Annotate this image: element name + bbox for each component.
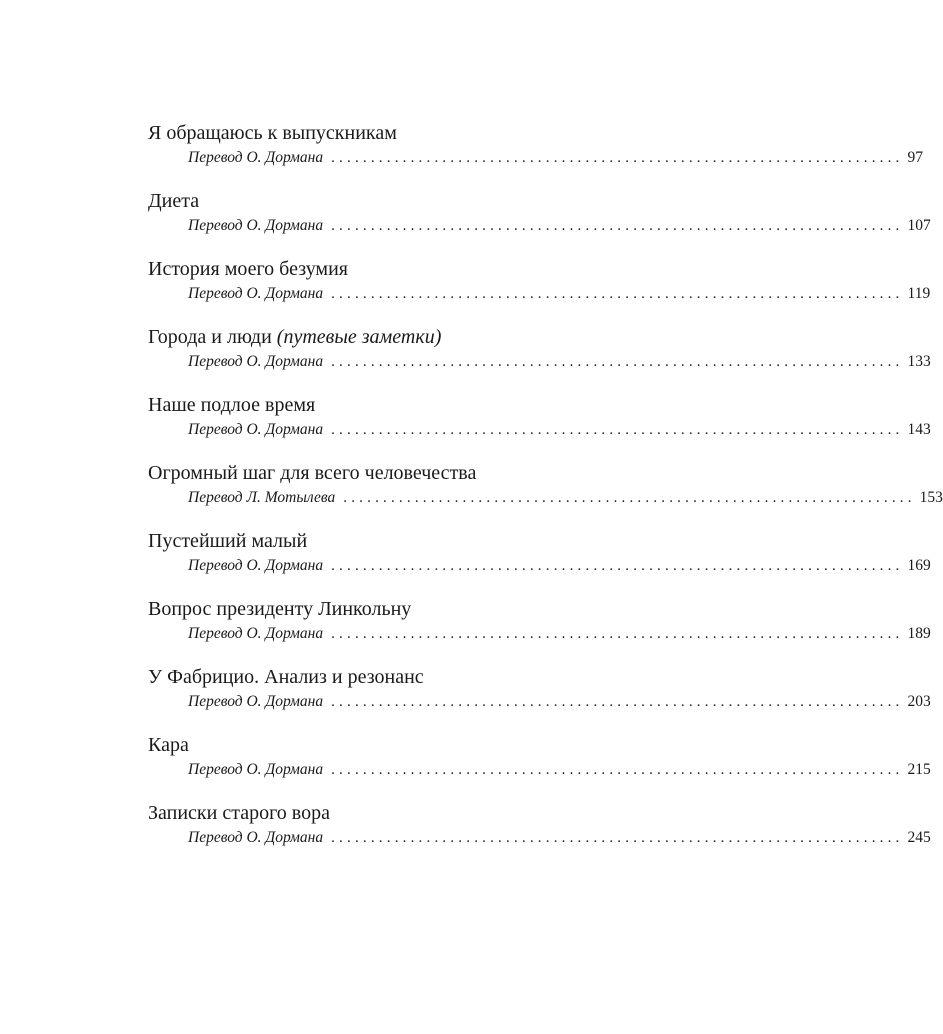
- entry-title-text: Вопрос президенту Линкольну: [148, 598, 412, 620]
- toc-entry: [148, 459, 943, 527]
- entry-title-text: Наше подлое время: [148, 394, 316, 416]
- entry-translator-line: [188, 487, 943, 509]
- entry-translator-line: [188, 827, 931, 849]
- dot-leader: ........................................................................: [331, 626, 904, 642]
- toc-entry: [148, 799, 931, 867]
- page-number: 245: [907, 829, 931, 846]
- entry-title-text: История моего безумия: [148, 258, 348, 280]
- entry-translator-line: [188, 555, 931, 577]
- translator-credit: Перевод О. Дормана: [188, 353, 324, 370]
- entry-title: [148, 255, 618, 283]
- toc-entry: [148, 391, 931, 459]
- page-number: 203: [907, 693, 931, 710]
- entry-translator-line: [188, 419, 931, 441]
- dot-leader: ........................................................................: [331, 354, 904, 370]
- entry-title: [148, 731, 618, 759]
- translator-credit: Перевод О. Дормана: [188, 693, 324, 710]
- entry-title: [148, 119, 618, 147]
- page-number: 133: [907, 353, 931, 370]
- toc-entry: [148, 255, 931, 323]
- dot-leader: ........................................................................: [331, 218, 904, 234]
- entry-title-text: У Фабрицио. Анализ и резонанс: [148, 666, 424, 688]
- translator-credit: Перевод О. Дормана: [188, 761, 324, 778]
- translator-credit: Перевод О. Дормана: [188, 217, 324, 234]
- entry-title: [148, 799, 618, 827]
- entry-title: [148, 323, 618, 351]
- page-number: 215: [907, 761, 931, 778]
- page-number: 169: [907, 557, 931, 574]
- toc-entry: [148, 663, 931, 731]
- entry-title-text: Города и люди: [148, 326, 277, 348]
- entry-translator-line: [188, 283, 931, 305]
- entry-title-text: Огромный шаг для всего человечества: [148, 462, 477, 484]
- translator-credit: Перевод О. Дормана: [188, 625, 324, 642]
- entry-translator-line: [188, 623, 931, 645]
- entry-translator-line: [188, 215, 931, 237]
- dot-leader: ........................................................................: [331, 830, 904, 846]
- translator-credit: Перевод О. Дормана: [188, 557, 324, 574]
- translator-credit: Перевод Л. Мотылева: [188, 489, 336, 506]
- page-number: 107: [907, 217, 931, 234]
- dot-leader: ........................................................................: [331, 286, 904, 302]
- page-number: 97: [907, 149, 924, 166]
- entry-title-text: Я обращаюсь к выпускникам: [148, 122, 397, 144]
- translator-credit: Перевод О. Дормана: [188, 829, 324, 846]
- page-number: 119: [907, 285, 931, 302]
- toc-entry: [148, 119, 924, 187]
- entry-translator-line: [188, 759, 931, 781]
- translator-credit: Перевод О. Дормана: [188, 149, 324, 166]
- entry-title: [148, 663, 618, 691]
- entry-title: [148, 527, 618, 555]
- entry-title-text: Диета: [148, 190, 200, 212]
- toc-entry: [148, 595, 931, 663]
- entry-title-text: Пустейший малый: [148, 530, 308, 552]
- entry-title: [148, 595, 618, 623]
- entry-translator-line: [188, 691, 931, 713]
- page-number: 143: [907, 421, 931, 438]
- dot-leader: ........................................................................: [331, 422, 904, 438]
- entry-title: [148, 187, 618, 215]
- dot-leader: ........................................................................: [331, 558, 904, 574]
- entry-subtitle: (путевые заметки): [276, 326, 442, 348]
- toc-entry: [148, 323, 931, 391]
- entry-translator-line: [188, 351, 931, 373]
- page-number: 189: [907, 625, 931, 642]
- entry-title: [148, 459, 618, 487]
- translator-credit: Перевод О. Дормана: [188, 285, 324, 302]
- entry-translator-line: [188, 147, 924, 169]
- dot-leader: ........................................................................: [343, 490, 916, 506]
- dot-leader: ........................................................................: [331, 694, 904, 710]
- toc-entry: [148, 187, 931, 255]
- dot-leader: ........................................................................: [331, 150, 904, 166]
- entry-title: [148, 391, 618, 419]
- table-of-contents: [148, 119, 943, 867]
- translator-credit: Перевод О. Дормана: [188, 421, 324, 438]
- entry-title-text: Кара: [148, 734, 189, 756]
- toc-entry: [148, 527, 931, 595]
- entry-title-text: Записки старого вора: [148, 802, 330, 824]
- page-number: 153: [919, 489, 943, 506]
- toc-entry: [148, 731, 931, 799]
- dot-leader: ........................................................................: [331, 762, 904, 778]
